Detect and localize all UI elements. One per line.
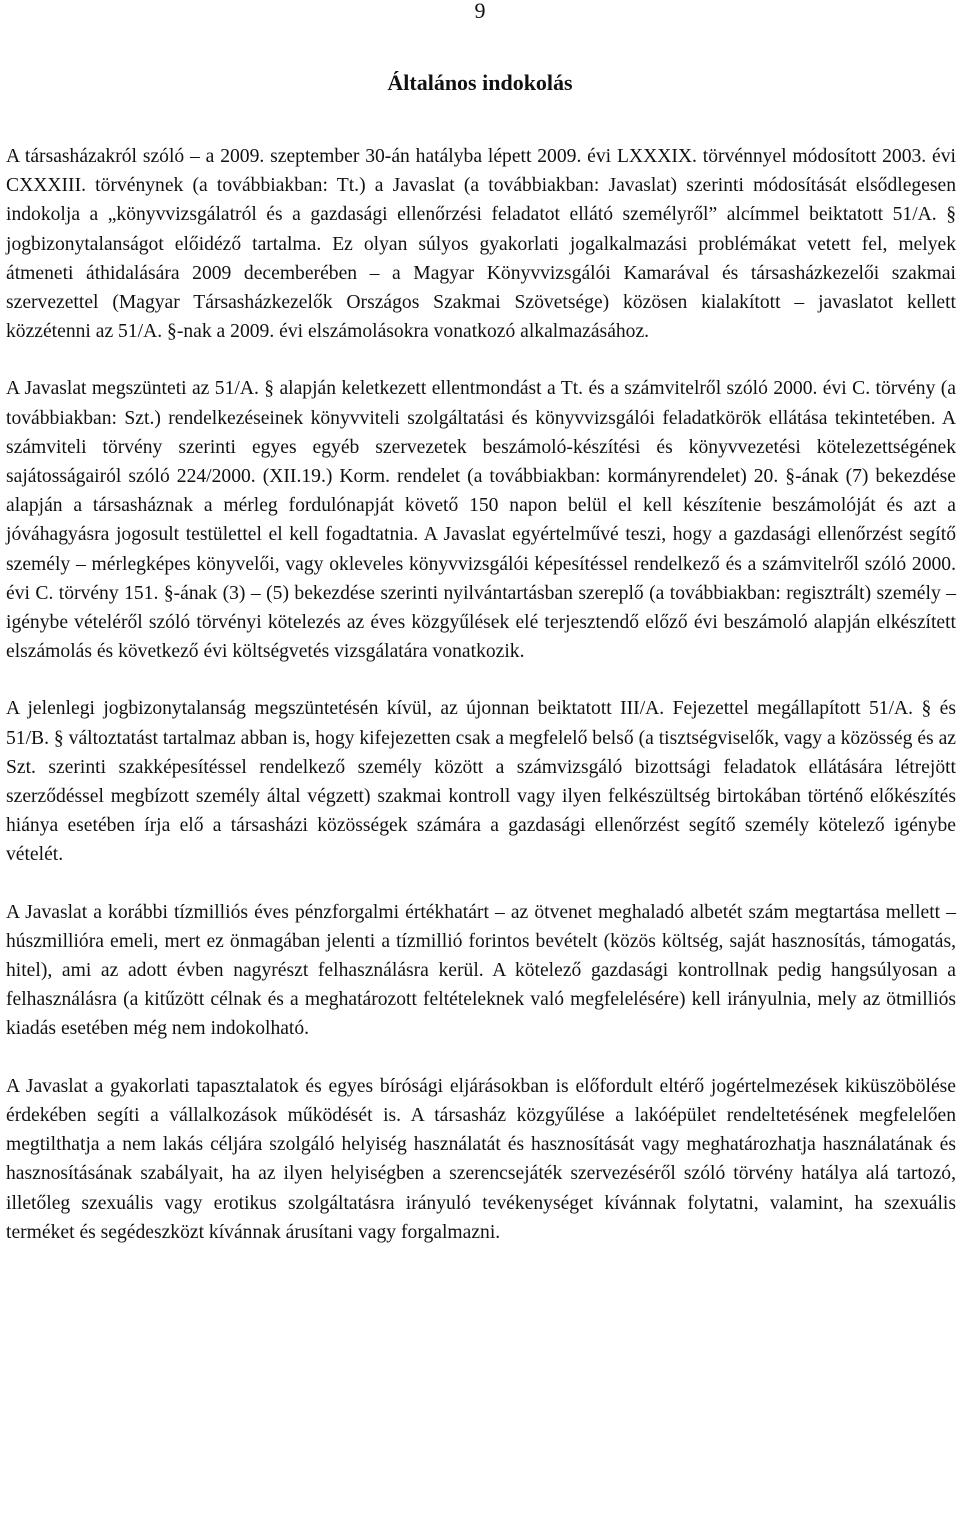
paragraph: A Javaslat a korábbi tízmilliós éves pénzforgalmi értékhatárt – az ötvenet meghaladó albetét szám megtartása mellett – húszmillióra emeli, mert ez önmagában jelenti a tízmillió forintos bevételt (közös költség, saját hasznosítás, támogatás, hitel), ami az adott évben nagyrészt felhasználásra kerül. A kötelező gazdasági kontrollnak pedig hangsúlyosan a felhasználásra (a kitűzött célnak és a meghatározott feltételeknek való megfelelésére) kell irányulnia, mely az ötmilliós kiadás esetében még nem indokolható. — [6, 901, 956, 1040]
document-body — [6, 142, 956, 1275]
page-title: Általános indokolás — [387, 70, 573, 95]
paragraph: A jelenlegi jogbizonytalanság megszüntetésén kívül, az újonnan beiktatott III/A. Fejezettel megállapított 51/A. § és 51/B. § változtatást tartalmaz abban is, hogy kifejezetten csak a megfelelő belső (a tisztségviselők, vagy a közösség és az Szt. szerinti szakképesítéssel rendelkező személy között a számvizsgáló bizottsági feladatok ellátására létrejött szerződéssel megbízott személy által végzett) szakmai kontroll vagy ilyen felkészültség birtokában történő előkészítés hiánya esetében írja elő a társasházi közösségek számára a gazdasági ellenőrzést segítő személy kötelező igénybe vételét. — [6, 698, 956, 866]
paragraph: A Javaslat megszünteti az 51/A. § alapján keletkezett ellentmondást a Tt. és a számvitelről szóló 2000. évi C. törvény (a továbbiakban: Szt.) rendelkezéseinek könyvviteli szolgáltatási és könyvvizsgálói feladatkörök ellátása tekintetében. A számviteli törvény szerinti egyes egyéb szervezetek beszámoló-készítési és könyvvezetési kötelezettségének sajátosságairól szóló 224/2000. (XII.19.) Korm. rendelet (a továbbiakban: kormányrendelet) 20. §-ának (7) bekezdése alapján a társasháznak a mérleg fordulónapját követő 150 napon belül el kell készítenie beszámolóját és azt a jóváhagyásra jogosult testülettel el kell fogadtatnia. A Javaslat egyértelművé teszi, hogy a gazdasági ellenőrzést segítő személy – mérlegképes könyvelői, vagy okleveles könyvvizsgálói képesítéssel rendelkező és a számvitelről szóló 2000. évi C. törvény 151. §-ának (3) – (5) bekezdése szerinti nyilvántartásban szereplő (a továbbiakban: regisztrált) személy – igénybe vételéről szóló törvényi kötelezés az éves közgyűlések elé terjesztendő előző évi beszámoló alapján elkészített elszámolás és következő évi költségvetés vizsgálatára vonatkozik. — [6, 378, 956, 663]
page-number: 9 — [474, 0, 486, 23]
paragraph: A Javaslat a gyakorlati tapasztalatok és egyes bírósági eljárásokban is előfordult eltérő jogértelmezések kiküszöbölése érdekében segíti a vállalkozások működését is. A társasház közgyűlése a lakóépület rendeltetésének megfelelően megtilthatja a nem lakás céljára szolgáló helyiség használatát és hasznosítását vagy meghatározhatja használatának és hasznosításának szabályait, ha az ilyen helyiségben a szerencsejáték szervezéséről szóló törvény hatálya alá tartozó, illetőleg szexuális vagy erotikus szolgáltatásra irányuló tevékenységet kívánnak folytatni, valamint, ha szexuális terméket és segédeszközt kívánnak árusítani vagy forgalmazni. — [6, 1075, 956, 1243]
paragraph: A társasházakról szóló – a 2009. szeptember 30-án hatályba lépett 2009. évi LXXXIX. törvénnyel módosított 2003. évi CXXXIII. törvénynek (a továbbiakban: Tt.) a Javaslat (a továbbiakban: Javaslat) szerinti módosítását elsődlegesen indokolja a „könyvvizsgálatról és a gazdasági ellenőrzési feladatot ellátó személyről” alcímmel beiktatott 51/A. § jogbizonytalanságot előidéző tartalma. Ez olyan súlyos gyakorlati jogalkalmazási problémákat vetett fel, melyek átmeneti áthidalására 2009 decemberében – a Magyar Könyvvizsgálói Kamarával és társasházkezelői szakmai szervezettel (Magyar Társasházkezelők Országos Szakmai Szövetsége) közösen kialakított – javaslatot kellett közzétenni az 51/A. §-nak a 2009. évi elszámolásokra vonatkozó alkalmazásához. — [6, 146, 956, 343]
